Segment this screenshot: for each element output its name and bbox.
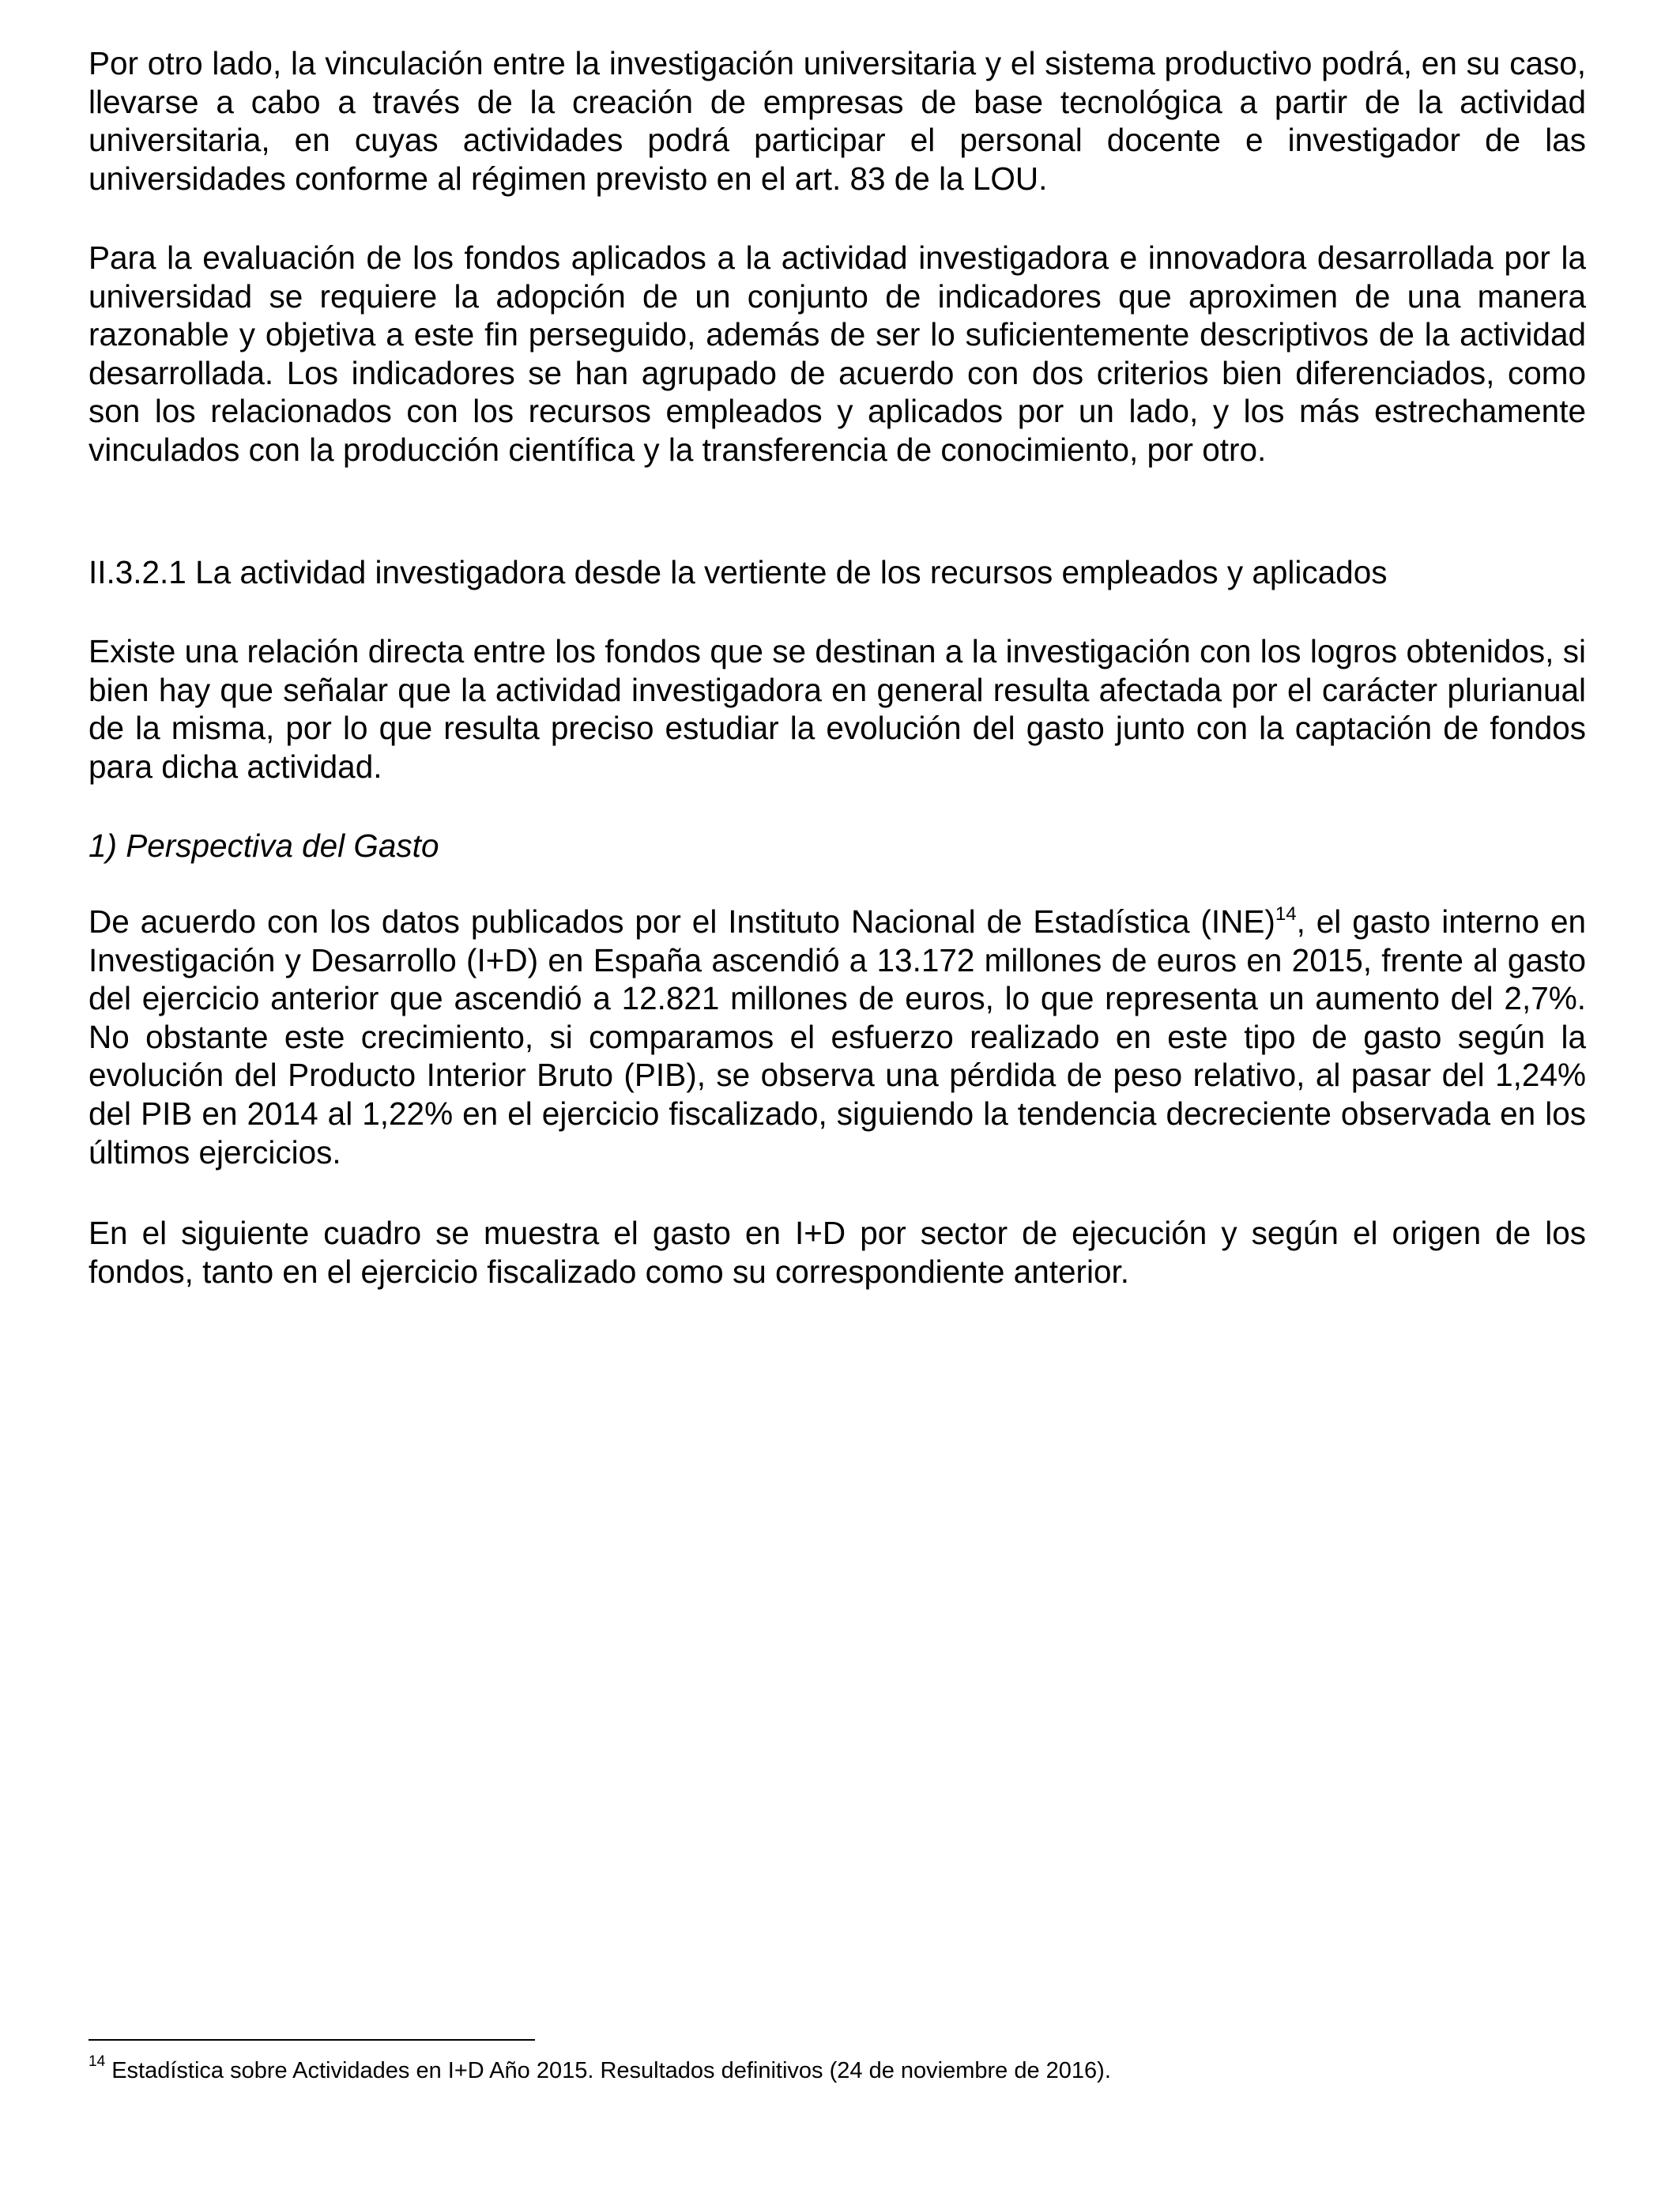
paragraph-ine-spending [89,903,1586,1171]
footnote [89,2053,1586,2085]
paragraph-evaluation-indicators: Para la evaluación de los fondos aplicados a la actividad investigadora e innovadora desarrollada por la universidad se requiere la adopción de un conjunto de indicadores que aproximen de una manera razonable y objetiva a este fin perseguido, además de ser lo suficientemente descriptivos de la actividad desarrollada. Los indicadores se han agrupado de acuerdo con dos criterios bien diferenciados, como son los relacionados con los recursos empleados y aplicados por un lado, y los más estrechamente vinculados con la producción científica y la transferencia de conocimiento, por otro. [89,239,1586,468]
footnote-text: Estadística sobre Actividades en I+D Año 2015. Resultados definitivos (24 de noviembre de 2016). [105,2058,1111,2083]
paragraph-funds-relation: Existe una relación directa entre los fondos que se destinan a la investigación con los logros obtenidos, si bien hay que señalar que la actividad investigadora en general resulta afectada por el carácter plurianual de la misma, por lo que resulta preciso estudiar la evolución del gasto junto con la captación de fondos para dicha actividad. [89,633,1586,785]
paragraph-university-companies: Por otro lado, la vinculación entre la investigación universitaria y el sistema productivo podrá, en su caso, llevarse a cabo a través de la creación de empresas de base tecnológica a partir de la actividad universitaria, en cuyas actividades podrá participar el personal docente e investigador de las universidades conforme al régimen previsto en el art. 83 de la LOU. [89,45,1586,197]
paragraph-ine-spending-start: De acuerdo con los datos publicados por el Instituto Nacional de Estadística (INE) [89,903,1275,940]
subsection-heading: 1) Perspectiva del Gasto [89,827,439,864]
section-heading: II.3.2.1 La actividad investigadora desde la vertiente de los recursos empleados y aplicados [89,554,1388,590]
paragraph-table-intro: En el siguiente cuadro se muestra el gasto en I+D por sector de ejecución y según el origen de los fondos, tanto en el ejercicio fiscalizado como su correspondiente anterior. [89,1215,1586,1290]
footnote-number: 14 [89,2053,106,2071]
paragraph-ine-spending-end: , el gasto interno en Investigación y Desarrollo (I+D) en España ascendió a 13.172 millones de euros en 2015, frente al gasto del ejercicio anterior que ascendió a 12.821 millones de euros, lo que representa un aumento del 2,7%. No obstante este crecimiento, si comparamos el esfuerzo realizado en este tipo de gasto según la evolución del Producto Interior Bruto (PIB), se observa una pérdida de peso relativo, al pasar del 1,24% del PIB en 2014 al 1,22% en el ejercicio fiscalizado, siguiendo la tendencia decreciente observada en los últimos ejercicios. [89,903,1586,1171]
footnote-separator [89,2039,535,2041]
footnote-reference[interactable]: 14 [1275,903,1297,925]
